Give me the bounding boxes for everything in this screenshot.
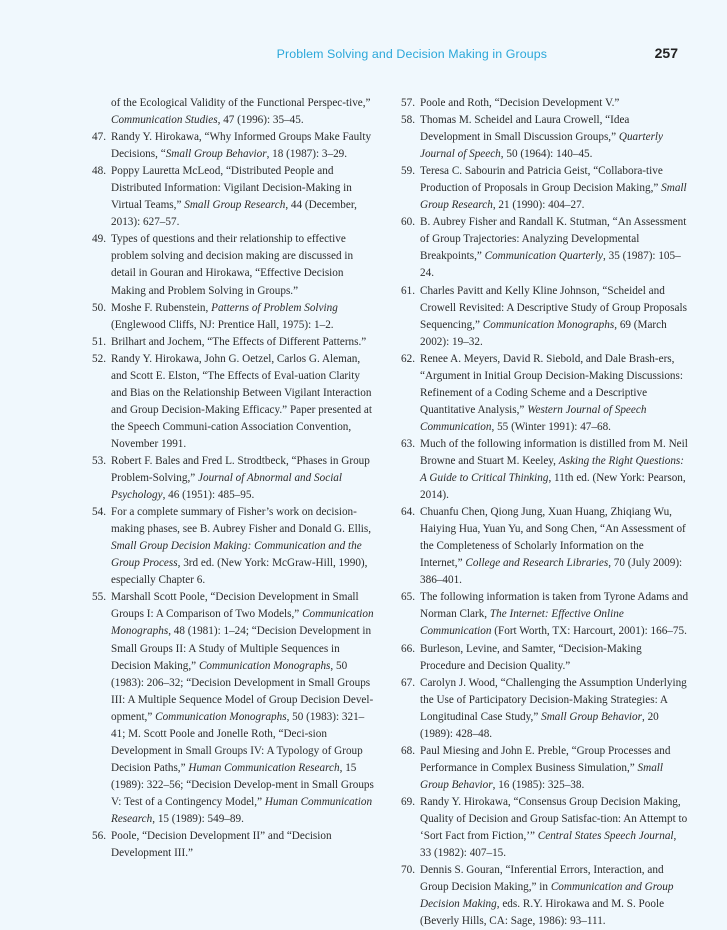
note: 64. Chuanfu Chen, Qiong Jung, Xuan Huang, Zhiqiang Wu, Haiying Hua, Yuan Yu, and Song Chen, “An Assessment of the Completeness of Scholarly Information on the Internet,” College and Research Libraries, 70 (July 2009): 386–401. <box>393 504 689 589</box>
note-number: 47. <box>92 131 106 144</box>
note-number: 68. <box>401 744 415 757</box>
note: 48. Poppy Lauretta McLeod, “Distributed People and Distributed Information: Vigilant Decision-Making in Virtual Teams,” Small Group Research, 44 (December, 2013): 627–57. <box>84 163 374 231</box>
note: 66. Burleson, Levine, and Samter, “Decision-Making Procedure and Decision Quality.” <box>393 641 689 675</box>
note: 58. Thomas M. Scheidel and Laura Crowell, “Idea Development in Small Discussion Groups,” Quarterly Journal of Speech, 50 (1964): 140–45. <box>393 112 689 163</box>
note: 51. Brilhart and Jochem, “The Effects of Different Patterns.” <box>84 334 374 351</box>
note: 59. Teresa C. Sabourin and Patricia Geist, “Collabora-tive Production of Proposals in Group Decision Making,” Small Group Research, 21 (1990): 404–27. <box>393 163 689 214</box>
note: 49. Types of questions and their relationship to effective problem solving and decision making are discussed in detail in Gouran and Hirokawa, “Effective Decision Making and Problem Solving in Groups.” <box>84 231 374 299</box>
note: 65. The following information is taken from Tyrone Adams and Norman Clark, The Internet: Effective Online Communication (Fort Worth, TX: Harcourt, 2001): 166–75. <box>393 589 689 640</box>
note-number: 69. <box>401 795 415 808</box>
note-number: 56. <box>92 830 106 843</box>
note: 54. For a complete summary of Fisher’s work on decision-making phases, see B. Aubrey Fisher and Donald G. Ellis, Small Group Decision Making: Communication and the Group Process, 3rd ed. (New York: McGraw-Hill, 1990), especially Chapter 6. <box>84 504 374 589</box>
note-number: 60. <box>401 216 415 229</box>
note-number: 67. <box>401 676 415 689</box>
note-number: 48. <box>92 165 106 178</box>
note: 69. Randy Y. Hirokawa, “Consensus Group Decision Making, Quality of Decision and Group Satisfac-tion: An Attempt to ‘Sort Fact from Fiction,’” Central States Speech Journal, 33 (1982): 407–15. <box>393 794 689 862</box>
note: 53. Robert F. Bales and Fred L. Strodtbeck, “Phases in Group Problem-Solving,” Journal of Abnormal and Social Psychology, 46 (1951): 485–95. <box>84 453 374 504</box>
note-number: 55. <box>92 591 106 604</box>
note-number: 52. <box>92 352 106 365</box>
note-number: 57. <box>401 97 415 109</box>
note: 57. Poole and Roth, “Decision Development V.” <box>393 95 689 112</box>
note: 67. Carolyn J. Wood, “Challenging the Assumption Underlying the Use of Participatory Decision-Making Strategies: A Longitudinal Case Study,” Small Group Behavior, 20 (1989): 428–48. <box>393 675 689 743</box>
running-head: Problem Solving and Decision Making in Groups <box>276 47 547 61</box>
page-number: 257 <box>654 45 678 61</box>
note: 47. Randy Y. Hirokawa, “Why Informed Groups Make Faulty Decisions, “Small Group Behavior, 18 (1987): 3–29. <box>84 129 374 163</box>
note-number: 59. <box>401 165 415 178</box>
note: 55. Marshall Scott Poole, “Decision Development in Small Groups I: A Comparison of Two Models,” Communication Monographs, 48 (1981): 1–24; “Decision Development in Small Groups II: A Study of Multiple Sequences in Decision Making,” Communication Monographs, 50 (1983): 206–32; “Decision Development in Small Groups III: A Multiple Sequence Model of Group Decision Devel-opment,” Communication Monographs, 50 (1983): 321–41; M. Scott Poole and Jonelle Roth, “Deci-sion Development in Small Groups IV: A Typology of Group Decision Paths,” Human Communication Research, 15 (1989): 322–56; “Decision Develop-ment in Small Groups V: Test of a Contingency Model,” Human Communication Research, 15 (1989): 549–89. <box>84 589 374 828</box>
note-number: 58. <box>401 114 415 127</box>
note-number: 63. <box>401 437 415 450</box>
note-number: 65. <box>401 591 415 604</box>
note-number: 49. <box>92 233 106 246</box>
page-header <box>0 47 727 67</box>
note-number: 53. <box>92 454 106 467</box>
note: 63. Much of the following information is distilled from M. Neil Browne and Stuart M. Keeley, Asking the Right Questions: A Guide to Critical Thinking, 11th ed. (New York: Pearson, 2014). <box>393 436 689 504</box>
note-number: 64. <box>401 506 415 519</box>
note: 52. Randy Y. Hirokawa, John G. Oetzel, Carlos G. Aleman, and Scott E. Elston, “The Effects of Eval-uation Clarity and Bias on the Relationship Between Vigilant Interaction and Group Decision-Making Efficacy.” Paper presented at the Speech Communi-cation Association Convention, November 1991. <box>84 351 374 453</box>
note: 68. Paul Miesing and John E. Preble, “Group Processes and Performance in Complex Business Simulation,” Small Group Behavior, 16 (1985): 325–38. <box>393 743 689 794</box>
note: 56. Poole, “Decision Development II” and “Decision Development III.” <box>84 828 374 862</box>
note: 61. Charles Pavitt and Kelly Kline Johnson, “Scheidel and Crowell Revisited: A Descriptive Study of Group Proposals Sequencing,” Communication Monographs, 69 (March 2002): 19–32. <box>393 283 689 351</box>
note-number: 66. <box>401 642 415 655</box>
note: of the Ecological Validity of the Functional Perspec-tive,” Communication Studies, 47 (1996): 35–45. <box>111 97 371 127</box>
note: 70. Dennis S. Gouran, “Inferential Errors, Interaction, and Group Decision Making,” in Communication and Group Decision Making, eds. R.Y. Hirokawa and M. S. Poole (Beverly Hills, CA: Sage, 1986): 93–111. <box>393 862 689 930</box>
note-number: 54. <box>92 506 106 519</box>
note-number: 70. <box>401 864 415 877</box>
note-number: 51. <box>92 335 106 348</box>
note: 60. B. Aubrey Fisher and Randall K. Stutman, “An Assessment of Group Trajectories: Analyzing Developmental Breakpoints,” Communication Quarterly, 35 (1987): 105–24. <box>393 214 689 282</box>
notes-column-left <box>84 95 374 862</box>
note-number: 50. <box>92 301 106 314</box>
note: 62. Renee A. Meyers, David R. Siebold, and Dale Brash-ers, “Argument in Initial Group Decision-Making Discussions: Refinement of a Coding Scheme and a Descriptive Quantitative Analysis,” Western Journal of Speech Communication, 55 (Winter 1991): 47–68. <box>393 351 689 436</box>
note-number: 61. <box>401 284 415 297</box>
notes-column-right <box>393 95 689 930</box>
note-number: 62. <box>401 352 415 365</box>
note: 50. Moshe F. Rubenstein, Patterns of Problem Solving (Englewood Cliffs, NJ: Prentice Hall, 1975): 1–2. <box>84 300 374 334</box>
